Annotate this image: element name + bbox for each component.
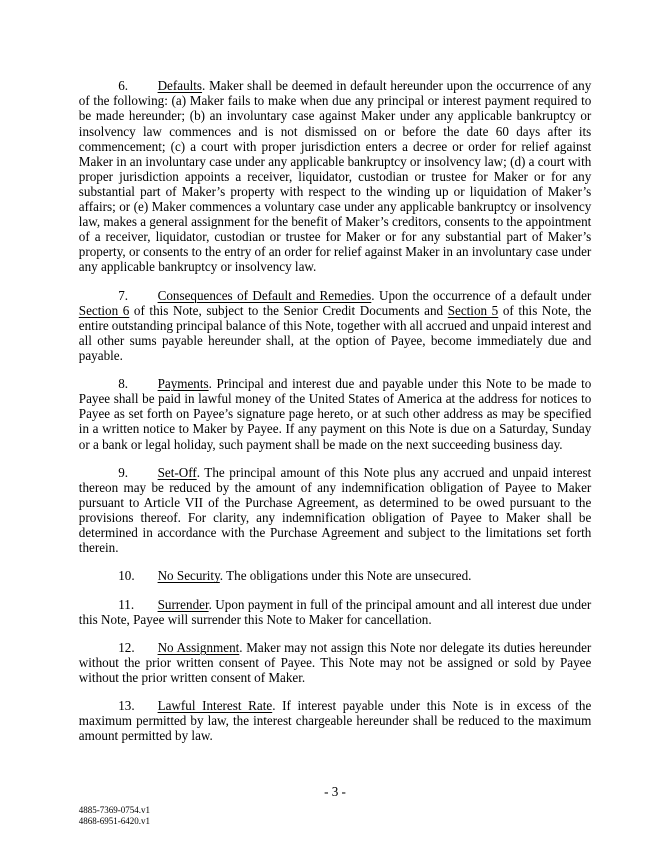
- line-text: of this Note, subject to the Senior Credit Documents and: [129, 302, 448, 318]
- paragraph-line: any applicable bankruptcy or insolvency law.: [78, 259, 317, 275]
- section-heading: Set-Off: [157, 464, 197, 480]
- section-number: 11.: [118, 596, 135, 612]
- document-id: 4885-7369-0754.v1: [78, 805, 151, 816]
- section-number: 13.: [118, 698, 135, 714]
- line-text: . Upon the occurrence of a default under: [371, 287, 592, 303]
- paragraph-line: Payee shall be paid in lawful money of the United States of America at the address for notices to: [78, 391, 592, 407]
- section-heading: Surrender: [157, 596, 209, 612]
- paragraph-line: of the following: (a) Maker fails to make when due any principal or interest payment required to: [78, 93, 592, 109]
- paragraph-line: pursuant to Article VII of the Purchase Agreement, as determined to be owed pursuant to the: [78, 494, 592, 510]
- paragraph-line: [79, 568, 592, 583]
- paragraph-line: in a written notice to Maker by Payee. If any payment on this Note is due on a Saturday, Sunday: [78, 421, 592, 437]
- paragraph-line: [79, 640, 592, 655]
- section-number: 7.: [118, 287, 129, 303]
- section-9-set-off: [79, 465, 592, 556]
- page-number: - 3 -: [324, 784, 346, 799]
- paragraph-line: Payee as set forth on Payee’s signature page hereto, or at such other address as may be specified: [78, 406, 592, 422]
- section-number: 10.: [118, 568, 135, 584]
- section-heading: Defaults: [157, 78, 203, 94]
- paragraph-line: law, makes a general assignment for the benefit of Maker’s creditors, consents to the appointment: [78, 214, 592, 230]
- paragraph-line: of a receiver, liquidator, custodian or trustee for Maker or for any substantial part of Maker’s: [78, 229, 592, 245]
- line-text: . Principal and interest due and payable under this Note to be made to: [208, 376, 592, 392]
- section-heading: No Security: [157, 568, 220, 584]
- section-heading: Lawful Interest Rate: [157, 698, 273, 714]
- line-text: . If interest payable under this Note is in excess of the: [272, 698, 592, 714]
- paragraph-line: [79, 698, 592, 713]
- paragraph-line: payable.: [78, 347, 123, 363]
- document-body: [79, 78, 592, 756]
- paragraph-line: without the prior written consent of Payee. This Note may not be assigned or sold by Payee: [78, 654, 592, 670]
- section-heading: Consequences of Default and Remedies: [157, 287, 372, 303]
- section-heading: No Assignment: [157, 639, 240, 655]
- paragraph-line: [79, 78, 592, 93]
- paragraph-line: commencement; (c) a court with proper jurisdiction enters a decree or order for relief against: [78, 138, 592, 154]
- paragraph-line: be made hereunder; (b) an involuntary case against Maker under any applicable bankruptcy or: [78, 108, 592, 124]
- section-8-payments: [79, 376, 592, 451]
- section-11-surrender: [79, 597, 592, 627]
- section-12-no-assignment: [79, 640, 592, 685]
- paragraph-line: amount permitted by law.: [78, 728, 213, 744]
- paragraph-line: thereon may be reduced by the amount of any indemnification obligation of Payee to Maker: [78, 479, 592, 495]
- document-ids: [79, 805, 150, 827]
- section-13-lawful-interest-rate: [79, 698, 592, 743]
- line-text: . Maker shall be deemed in default hereunder upon the occurrence of any: [202, 78, 592, 94]
- document-id: 4868-6951-6420.v1: [78, 816, 151, 827]
- paragraph-line: therein.: [78, 540, 119, 556]
- paragraph-line: [79, 376, 592, 391]
- paragraph-line: this Note, Payee will surrender this Note to Maker for cancellation.: [78, 611, 432, 627]
- paragraph-line: or a bank or legal holiday, such payment shall be made on the next succeeding business day.: [78, 436, 563, 452]
- section-number: 12.: [118, 639, 135, 655]
- paragraph-line: insolvency law commences and is not dismissed on or before the date 60 days after its: [78, 123, 592, 139]
- section-number: 6.: [118, 78, 129, 94]
- section-10-no-security: [79, 568, 592, 583]
- paragraph-line: substantial part of Maker’s property with respect to the winding up or liquidation of Maker’s: [78, 183, 592, 199]
- line-text: . The principal amount of this Note plus any accrued and unpaid interest: [196, 464, 592, 480]
- paragraph-line: [79, 597, 592, 612]
- line-text: . Upon payment in full of the principal amount and all interest due under: [208, 596, 592, 612]
- section-7-consequences-of-default: [79, 288, 592, 363]
- paragraph-line: affairs; or (e) Maker commences a voluntary case under any applicable bankruptcy or insolvency: [78, 199, 592, 215]
- section-heading: Payments: [157, 376, 209, 392]
- paragraph-line: property, or consents to the entry of an order for relief against Maker in an involuntary case under: [78, 244, 592, 260]
- section-number: 8.: [118, 376, 129, 392]
- section-reference: Section 5: [447, 302, 499, 318]
- paragraph-line: [79, 465, 592, 480]
- line-text: . Maker may not assign this Note nor delegate its duties hereunder: [239, 639, 592, 655]
- paragraph-line: Maker in an involuntary case under any applicable bankruptcy or insolvency law; (d) a court with: [78, 153, 592, 169]
- paragraph-line: provisions thereof. For clarity, any indemnification obligation of Payee to Maker shall be: [78, 510, 592, 526]
- section-reference: Section 6: [78, 302, 130, 318]
- section-6-defaults: [79, 78, 592, 274]
- section-number: 9.: [118, 464, 129, 480]
- line-text: of this Note, the: [498, 302, 592, 318]
- paragraph-line: entire outstanding principal balance of this Note, together with all accrued and unpaid interest and: [78, 317, 592, 333]
- paragraph-line: proper jurisdiction appoints a receiver, liquidator, custodian or trustee for Maker or for any: [78, 168, 592, 184]
- line-text: . The obligations under this Note are unsecured.: [219, 568, 472, 584]
- paragraph-line: without the prior written consent of Maker.: [78, 670, 306, 686]
- paragraph-line: [79, 303, 592, 318]
- paragraph-line: all other sums payable hereunder shall, at the option of Payee, become immediately due and: [78, 332, 592, 348]
- paragraph-line: determined in accordance with the Purchase Agreement and subject to the limitations set forth: [78, 525, 592, 541]
- paragraph-line: maximum permitted by law, the interest chargeable hereunder shall be reduced to the maximum: [78, 713, 592, 729]
- paragraph-line: [79, 288, 592, 303]
